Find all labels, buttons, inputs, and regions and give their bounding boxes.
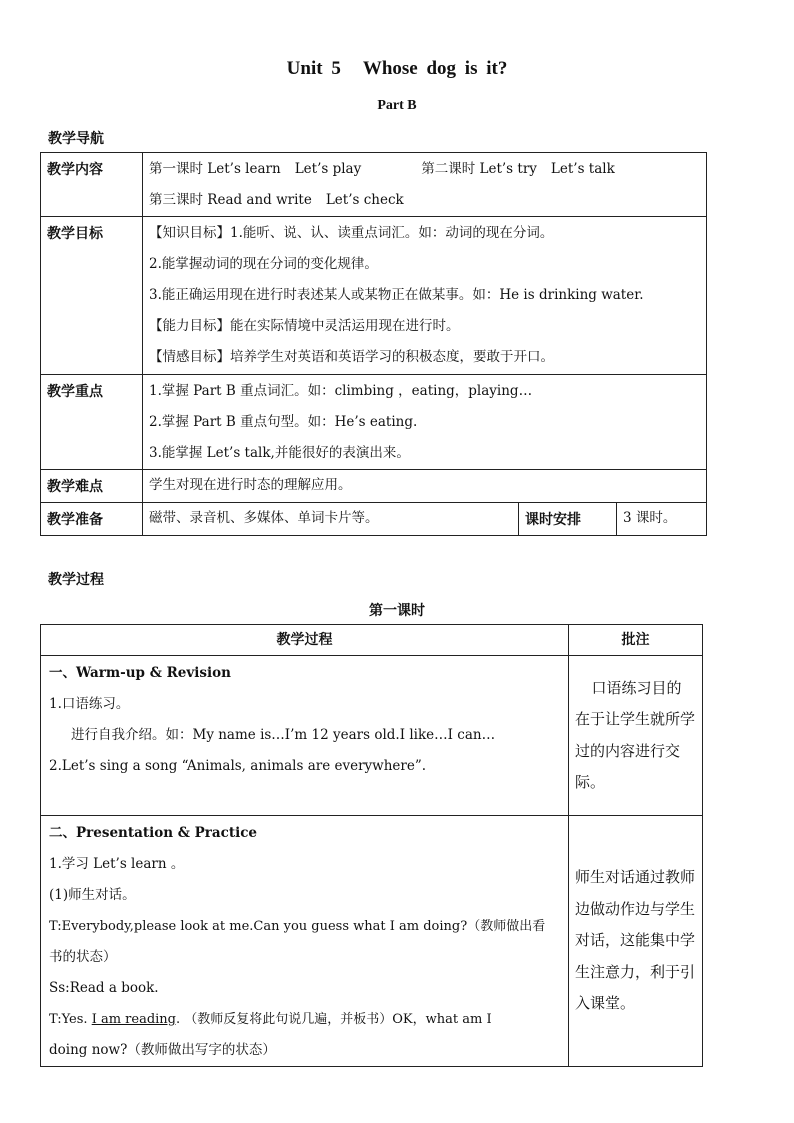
row-label-prep: 教学准备 bbox=[41, 503, 143, 536]
presentation-heading: 二、Presentation & Practice bbox=[49, 825, 258, 841]
table-row bbox=[41, 656, 703, 816]
title-text: Whose dog is it? bbox=[362, 58, 508, 79]
lesson-title: 第一课时 bbox=[369, 603, 425, 619]
lesson-3-a: 第三课时 Read and write bbox=[149, 192, 312, 208]
table-row bbox=[41, 625, 703, 656]
difficulty-cell bbox=[143, 470, 707, 503]
process-section-label: 教学过程 bbox=[48, 572, 104, 588]
presentation-line: T:Everybody,please look at me.Can you guess what I am doing?（教师做出看 bbox=[49, 919, 546, 934]
presentation-line: 1.学习 Let’s learn 。 bbox=[49, 856, 185, 872]
lesson-1-a: 第一课时 Let’s learn bbox=[149, 161, 281, 177]
goal-line: 【情感目标】培养学生对英语和英语学习的积极态度，要敢于开口。 bbox=[149, 349, 554, 365]
key-line: 1.掌握 Part B 重点词汇。如：climbing ，eating，playing… bbox=[149, 383, 533, 399]
prep-text: 磁带、录音机、多媒体、单词卡片等。 bbox=[149, 510, 379, 526]
key-line: 2.掌握 Part B 重点句型。如：He’s eating. bbox=[149, 414, 418, 430]
dialog-rest: . （教师反复将此句说几遍，并板书）OK，what am I bbox=[176, 1012, 492, 1027]
goal-line: 3.能正确运用现在进行时表述某人或某物正在做某事。如：He is drinking water. bbox=[149, 287, 644, 303]
warmup-line: 进行自我介绍。如：My name is…I’m 12 years old.I like…I can… bbox=[71, 727, 496, 743]
table-row bbox=[41, 217, 707, 375]
key-line: 3.能掌握 Let’s talk,并能很好的表演出来。 bbox=[149, 445, 410, 461]
prep-cell bbox=[143, 503, 519, 536]
page-title bbox=[0, 58, 794, 80]
teaching-nav-table bbox=[40, 152, 707, 536]
presentation-cell bbox=[41, 816, 569, 1067]
row-label-goals: 教学目标 bbox=[41, 217, 143, 375]
col-header-notes: 批注 bbox=[569, 625, 703, 656]
table-row bbox=[41, 153, 707, 217]
table-row bbox=[41, 816, 703, 1067]
schedule-value: 3 课时。 bbox=[623, 510, 677, 526]
dialog-teacher: T:Yes. bbox=[49, 1012, 88, 1027]
schedule-cell bbox=[617, 503, 707, 536]
goal-line: 【能力目标】能在实际情境中灵活运用现在进行时。 bbox=[149, 318, 460, 334]
underlined-phrase: I am reading bbox=[91, 1012, 176, 1027]
warmup-line: 2.Let’s sing a song “Animals, animals are everywhere”. bbox=[49, 758, 427, 774]
warmup-note-cell bbox=[569, 656, 703, 816]
page-subtitle: Part B bbox=[377, 98, 417, 113]
lesson-3-b: Let’s check bbox=[325, 192, 404, 208]
row-label-difficulty: 教学难点 bbox=[41, 470, 143, 503]
table-row bbox=[41, 375, 707, 470]
goal-line: 2.能掌握动词的现在分词的变化规律。 bbox=[149, 256, 378, 272]
presentation-note: 师生对话通过教师边做动作边与学生对话，这能集中学生注意力，利于引入课堂。 bbox=[575, 868, 696, 1013]
presentation-line: 书的状态） bbox=[49, 949, 117, 965]
table-row bbox=[41, 470, 707, 503]
presentation-line bbox=[41, 1004, 568, 1035]
warmup-line: 1.口语练习。 bbox=[49, 696, 130, 712]
presentation-line: (1)师生对话。 bbox=[49, 887, 136, 903]
warmup-cell bbox=[41, 656, 569, 816]
title-unit: Unit 5 bbox=[286, 58, 341, 79]
key-cell bbox=[143, 375, 707, 470]
schedule-label: 课时安排 bbox=[519, 503, 617, 536]
lesson-1-b: Let’s play bbox=[294, 161, 362, 177]
presentation-line: Ss:Read a book. bbox=[49, 980, 159, 996]
difficulty-text: 学生对现在进行时态的理解应用。 bbox=[149, 477, 352, 493]
presentation-note-cell bbox=[569, 816, 703, 1067]
goal-line: 【知识目标】1.能听、说、认、读重点词汇。如：动词的现在分词。 bbox=[149, 225, 554, 241]
teaching-process-table bbox=[40, 624, 703, 1067]
goals-cell bbox=[143, 217, 707, 375]
nav-section-label: 教学导航 bbox=[48, 131, 104, 147]
content-line-2 bbox=[143, 185, 706, 216]
row-label-key: 教学重点 bbox=[41, 375, 143, 470]
presentation-line: doing now?（教师做出写字的状态） bbox=[49, 1042, 276, 1058]
table-row bbox=[41, 503, 707, 536]
warmup-note: 口语练习目的在于让学生就所学过的内容进行交际。 bbox=[575, 678, 696, 791]
content-line-1 bbox=[143, 154, 706, 185]
row-label-content: 教学内容 bbox=[41, 153, 143, 217]
lesson-2-a: 第二课时 Let’s try bbox=[421, 161, 537, 177]
col-header-process: 教学过程 bbox=[41, 625, 569, 656]
warmup-heading: 一、Warm-up & Revision bbox=[49, 665, 231, 681]
content-cell bbox=[143, 153, 707, 217]
lesson-2-b: Let’s talk bbox=[550, 161, 615, 177]
